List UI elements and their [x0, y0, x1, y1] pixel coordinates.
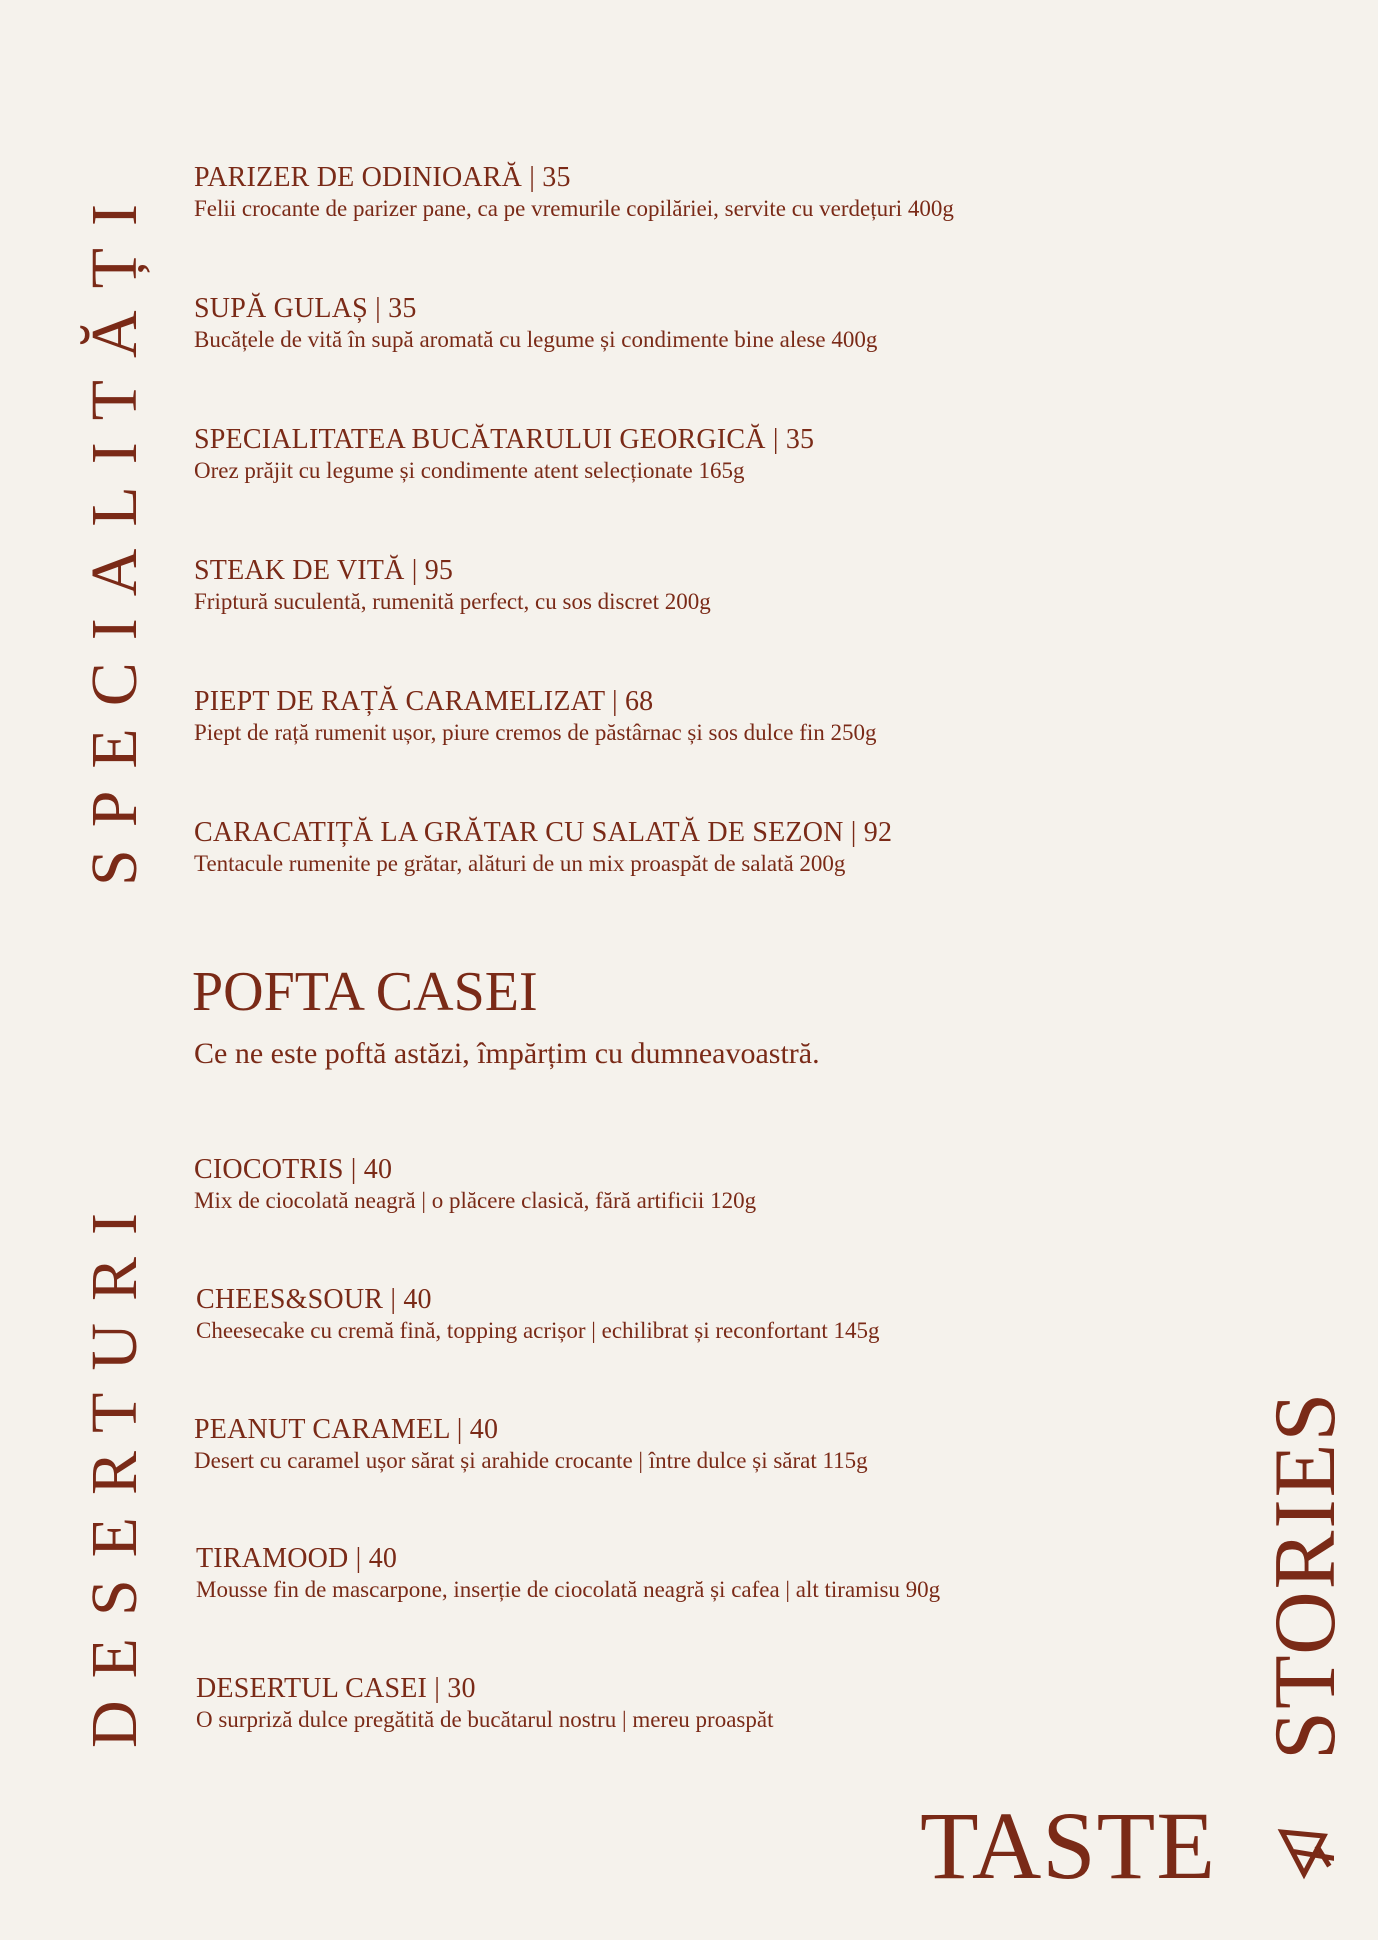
- item-name: SPECIALITATEA BUCĂTARULUI GEORGICĂ | 35: [194, 424, 815, 455]
- brand-wordmark: TASTE: [920, 1792, 1216, 1899]
- pofta-casei-title: POFTA CASEI: [192, 961, 538, 1023]
- brand-arrow-icon: [1274, 1822, 1334, 1882]
- item-description: Friptură suculentă, rumenită perfect, cu sos discret 200g: [194, 589, 711, 614]
- menu-item: [194, 555, 1194, 617]
- item-description: O surpriză dulce pregătită de bucătarul nostru | mereu proaspăt: [196, 1707, 774, 1732]
- menu-item: [194, 817, 1194, 879]
- item-name: PEANUT CARAMEL | 40: [194, 1414, 499, 1445]
- menu-item: [194, 162, 1194, 224]
- item-description: Orez prăjit cu legume și condimente atent selecționate 165g: [194, 458, 745, 483]
- deserturi-side-title: DESERTURI: [78, 1190, 151, 1748]
- item-description: Bucățele de vită în supă aromată cu legume și condimente bine alese 400g: [194, 327, 878, 352]
- item-description: Mousse fin de mascarpone, inserție de ciocolată neagră și cafea | alt tiramisu 90g: [196, 1577, 941, 1602]
- menu-item: [196, 1543, 1196, 1605]
- item-description: Tentacule rumenite pe grătar, alături de un mix proaspăt de salată 200g: [194, 851, 846, 876]
- item-name: PIEPT DE RAȚĂ CARAMELIZAT | 68: [194, 686, 654, 717]
- menu-item: [196, 1673, 1196, 1735]
- menu-item: [194, 1154, 1194, 1216]
- item-description: Piept de rață rumenit ușor, piure cremos de păstârnac și sos dulce fin 250g: [194, 720, 877, 745]
- item-name: TIRAMOOD | 40: [196, 1543, 398, 1574]
- item-description: Mix de ciocolată neagră | o plăcere clasică, fără artificii 120g: [194, 1188, 757, 1213]
- menu-item: [194, 293, 1194, 355]
- item-name: CHEES&SOUR | 40: [196, 1284, 432, 1315]
- item-description: Cheesecake cu cremă fină, topping acrișor | echilibrat și reconfortant 145g: [196, 1318, 880, 1343]
- item-description: Felii crocante de parizer pane, ca pe vremurile copilăriei, servite cu verdețuri 400g: [194, 196, 954, 221]
- item-name: DESERTUL CASEI | 30: [196, 1673, 476, 1704]
- item-name: CARACATIȚĂ LA GRĂTAR CU SALATĂ DE SEZON | 92: [194, 817, 893, 848]
- pofta-casei-subtitle: Ce ne este poftă astăzi, împărțim cu dumneavoastră.: [194, 1037, 820, 1070]
- menu-item: [194, 1414, 1194, 1476]
- item-name: CIOCOTRIS | 40: [194, 1154, 393, 1185]
- stories-side-title: STORIES: [1257, 1390, 1354, 1760]
- specialitati-side-title: SPECIALITĂȚI: [78, 182, 151, 886]
- item-name: PARIZER DE ODINIOARĂ | 35: [194, 162, 571, 193]
- item-name: SUPĂ GULAȘ | 35: [194, 293, 417, 324]
- menu-item: [194, 424, 1194, 486]
- menu-item: [194, 686, 1194, 748]
- menu-item: [196, 1284, 1196, 1346]
- item-name: STEAK DE VITĂ | 95: [194, 555, 454, 586]
- item-description: Desert cu caramel ușor sărat și arahide crocante | între dulce și sărat 115g: [194, 1448, 868, 1473]
